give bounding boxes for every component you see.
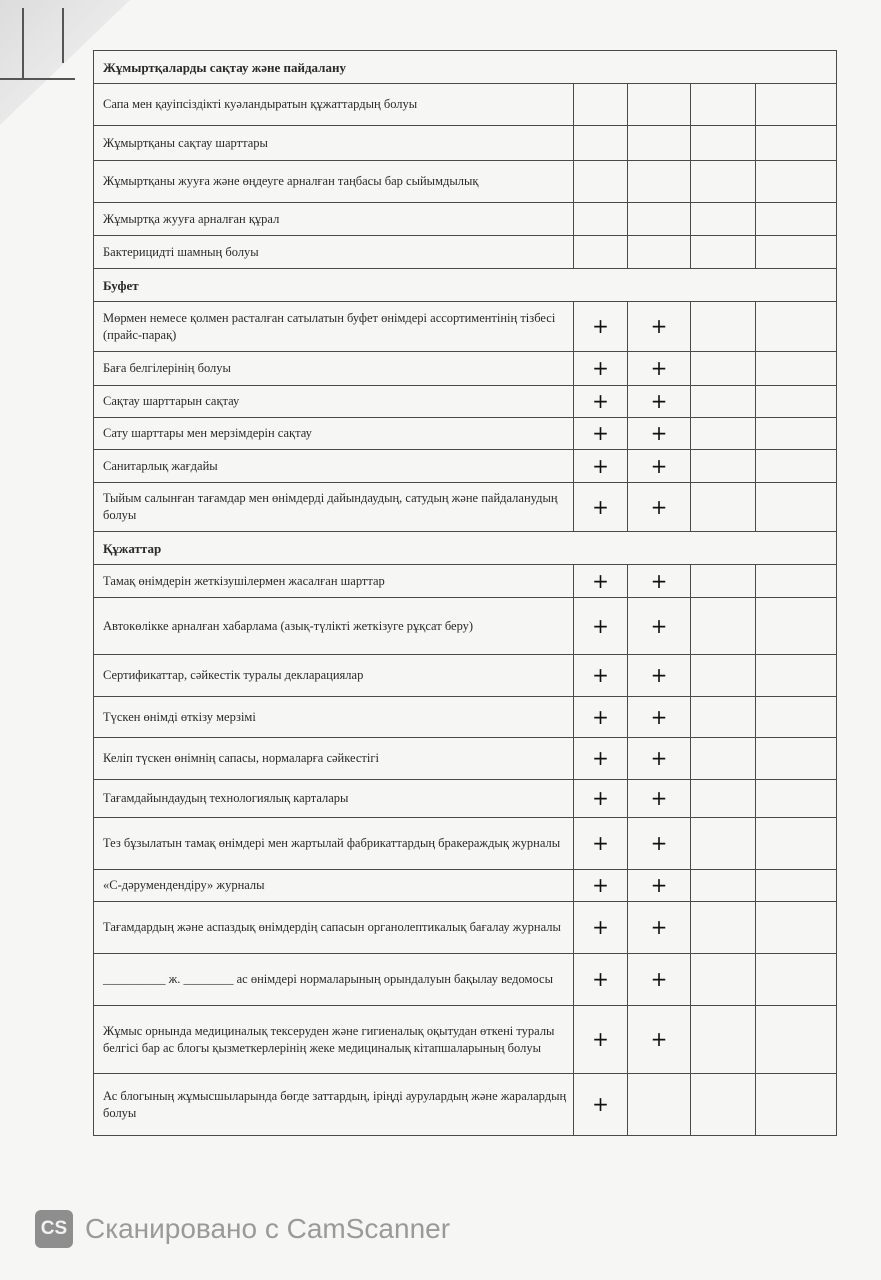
- previous-page-lines: [0, 0, 95, 95]
- checklist-row: [94, 1006, 837, 1074]
- mark-cell-col-4: [756, 818, 837, 870]
- checklist-row: [94, 818, 837, 870]
- mark-cell-col-3: [691, 565, 756, 598]
- checklist-item-label: Тағамдардың және аспаздық өнімдердің сапасын органолептикалық бағалау журналы: [94, 902, 574, 954]
- checklist-sheet: [93, 50, 837, 1136]
- mark-cell-col-3: [691, 450, 756, 483]
- mark-cell-col-4: [756, 1074, 837, 1136]
- checklist-item-label: Мөрмен немесе қолмен расталған сатылатын буфет өнімдері ассортиментінің тізбесі (прайс-парақ): [94, 302, 574, 352]
- checklist-item-label: Жұмыртқаны сақтау шарттары: [94, 126, 574, 161]
- section-title: Жұмыртқаларды сақтау және пайдалану: [94, 51, 837, 84]
- checklist-item-label: Тез бұзылатын тамақ өнімдері мен жартылай фабрикаттардың бракераждық журналы: [94, 818, 574, 870]
- mark-cell-col-1: [574, 84, 628, 126]
- mark-cell-col-3: [691, 818, 756, 870]
- mark-cell-col-1: +: [574, 1074, 628, 1136]
- mark-cell-col-4: [756, 697, 837, 738]
- mark-cell-col-1: +: [574, 655, 628, 697]
- mark-cell-col-1: +: [574, 386, 628, 418]
- mark-cell-col-2: +: [628, 697, 691, 738]
- checklist-row: [94, 203, 837, 236]
- mark-cell-col-2: [628, 84, 691, 126]
- mark-cell-col-1: +: [574, 818, 628, 870]
- mark-cell-col-2: +: [628, 1006, 691, 1074]
- mark-cell-col-4: [756, 84, 837, 126]
- mark-cell-col-3: [691, 236, 756, 269]
- mark-cell-col-3: [691, 780, 756, 818]
- mark-cell-col-4: [756, 450, 837, 483]
- checklist-row: [94, 598, 837, 655]
- mark-cell-col-1: [574, 161, 628, 203]
- mark-cell-col-2: +: [628, 780, 691, 818]
- mark-cell-col-3: [691, 1006, 756, 1074]
- checklist-item-label: Автокөлікке арналған хабарлама (азық-түлікті жеткізуге рұқсат беру): [94, 598, 574, 655]
- camscanner-watermark: [35, 1210, 450, 1248]
- mark-cell-col-2: +: [628, 483, 691, 532]
- checklist-item-label: Жұмыртқа жууға арналған құрал: [94, 203, 574, 236]
- checklist-item-label: «С-дәрумендендіру» журналы: [94, 870, 574, 902]
- mark-cell-col-4: [756, 126, 837, 161]
- mark-cell-col-2: +: [628, 870, 691, 902]
- checklist-item-label: Келіп түскен өнімнің сапасы, нормаларға сәйкестігі: [94, 738, 574, 780]
- checklist-item-label: Тамақ өнімдерін жеткізушілермен жасалған шарттар: [94, 565, 574, 598]
- checklist-row: [94, 1074, 837, 1136]
- checklist-row: [94, 418, 837, 450]
- checklist-row: [94, 697, 837, 738]
- checklist-table: [93, 50, 837, 1136]
- mark-cell-col-1: [574, 126, 628, 161]
- mark-cell-col-2: +: [628, 386, 691, 418]
- mark-cell-col-1: +: [574, 697, 628, 738]
- section-header-row: [94, 51, 837, 84]
- mark-cell-col-2: +: [628, 738, 691, 780]
- mark-cell-col-1: +: [574, 598, 628, 655]
- checklist-item-label: Бактерицидті шамның болуы: [94, 236, 574, 269]
- checklist-item-label: Тыйым салынған тағамдар мен өнімдерді дайындаудың, сатудың және пайдаланудың болуы: [94, 483, 574, 532]
- mark-cell-col-3: [691, 655, 756, 697]
- mark-cell-col-2: +: [628, 818, 691, 870]
- mark-cell-col-3: [691, 352, 756, 386]
- checklist-item-label: __________ ж. ________ ас өнімдері нормаларының орындалуын бақылау ведомосы: [94, 954, 574, 1006]
- checklist-row: [94, 483, 837, 532]
- checklist-item-label: Сақтау шарттарын сақтау: [94, 386, 574, 418]
- mark-cell-col-2: [628, 1074, 691, 1136]
- checklist-item-label: Сапа мен қауіпсіздікті куәландыратын құжаттардың болуы: [94, 84, 574, 126]
- checklist-row: [94, 126, 837, 161]
- checklist-item-label: Ас блогының жұмысшыларында бөгде заттардың, іріңді аурулардың және жаралардың болуы: [94, 1074, 574, 1136]
- section-title: Құжаттар: [94, 532, 837, 565]
- mark-cell-col-1: +: [574, 1006, 628, 1074]
- mark-cell-col-4: [756, 598, 837, 655]
- mark-cell-col-2: +: [628, 302, 691, 352]
- mark-cell-col-3: [691, 870, 756, 902]
- mark-cell-col-3: [691, 84, 756, 126]
- mark-cell-col-2: +: [628, 565, 691, 598]
- mark-cell-col-1: [574, 203, 628, 236]
- mark-cell-col-1: +: [574, 738, 628, 780]
- mark-cell-col-3: [691, 203, 756, 236]
- mark-cell-col-2: +: [628, 954, 691, 1006]
- mark-cell-col-2: [628, 236, 691, 269]
- mark-cell-col-4: [756, 780, 837, 818]
- mark-cell-col-2: +: [628, 450, 691, 483]
- mark-cell-col-4: [756, 902, 837, 954]
- section-header-row: [94, 269, 837, 302]
- checklist-row: [94, 84, 837, 126]
- mark-cell-col-3: [691, 954, 756, 1006]
- mark-cell-col-4: [756, 352, 837, 386]
- mark-cell-col-2: +: [628, 902, 691, 954]
- checklist-item-label: Жұмыс орнында медициналық тексеруден және гигиеналық оқытудан өткені туралы белгісі бар ас блогы қызметкерлерінің жеке медициналық кітапшаларының болуы: [94, 1006, 574, 1074]
- mark-cell-col-1: +: [574, 418, 628, 450]
- mark-cell-col-3: [691, 302, 756, 352]
- checklist-row: [94, 352, 837, 386]
- mark-cell-col-3: [691, 598, 756, 655]
- checklist-row: [94, 450, 837, 483]
- mark-cell-col-4: [756, 161, 837, 203]
- checklist-item-label: Тағамдайындаудың технологиялық карталары: [94, 780, 574, 818]
- mark-cell-col-1: +: [574, 565, 628, 598]
- camscanner-logo: CS: [35, 1210, 73, 1248]
- mark-cell-col-4: [756, 418, 837, 450]
- checklist-item-label: Жұмыртқаны жууға және өңдеуге арналған таңбасы бар сыйымдылық: [94, 161, 574, 203]
- checklist-row: [94, 954, 837, 1006]
- checklist-row: [94, 902, 837, 954]
- checklist-row: [94, 780, 837, 818]
- checklist-row: [94, 870, 837, 902]
- mark-cell-col-4: [756, 870, 837, 902]
- checklist-row: [94, 738, 837, 780]
- checklist-row: [94, 161, 837, 203]
- checklist-item-label: Баға белгілерінің болуы: [94, 352, 574, 386]
- mark-cell-col-1: [574, 236, 628, 269]
- mark-cell-col-2: [628, 203, 691, 236]
- mark-cell-col-3: [691, 902, 756, 954]
- mark-cell-col-1: +: [574, 902, 628, 954]
- checklist-item-label: Сату шарттары мен мерзімдерін сақтау: [94, 418, 574, 450]
- mark-cell-col-1: +: [574, 302, 628, 352]
- mark-cell-col-1: +: [574, 483, 628, 532]
- mark-cell-col-3: [691, 1074, 756, 1136]
- mark-cell-col-3: [691, 697, 756, 738]
- checklist-item-label: Түскен өнімді өткізу мерзімі: [94, 697, 574, 738]
- mark-cell-col-2: +: [628, 598, 691, 655]
- mark-cell-col-3: [691, 738, 756, 780]
- mark-cell-col-1: +: [574, 870, 628, 902]
- mark-cell-col-1: +: [574, 352, 628, 386]
- mark-cell-col-1: +: [574, 450, 628, 483]
- mark-cell-col-4: [756, 386, 837, 418]
- checklist-row: [94, 302, 837, 352]
- checklist-row: [94, 565, 837, 598]
- checklist-item-label: Сертификаттар, сәйкестік туралы декларациялар: [94, 655, 574, 697]
- section-header-row: [94, 532, 837, 565]
- checklist-row: [94, 236, 837, 269]
- mark-cell-col-4: [756, 302, 837, 352]
- mark-cell-col-3: [691, 161, 756, 203]
- mark-cell-col-3: [691, 418, 756, 450]
- section-title: Буфет: [94, 269, 837, 302]
- mark-cell-col-4: [756, 236, 837, 269]
- mark-cell-col-4: [756, 483, 837, 532]
- mark-cell-col-2: [628, 161, 691, 203]
- mark-cell-col-2: +: [628, 352, 691, 386]
- mark-cell-col-2: +: [628, 418, 691, 450]
- checklist-item-label: Санитарлық жағдайы: [94, 450, 574, 483]
- checklist-row: [94, 386, 837, 418]
- mark-cell-col-2: +: [628, 655, 691, 697]
- mark-cell-col-4: [756, 738, 837, 780]
- mark-cell-col-1: +: [574, 780, 628, 818]
- mark-cell-col-1: +: [574, 954, 628, 1006]
- camscanner-text: Сканировано с CamScanner: [85, 1213, 451, 1244]
- mark-cell-col-4: [756, 655, 837, 697]
- mark-cell-col-4: [756, 1006, 837, 1074]
- mark-cell-col-4: [756, 954, 837, 1006]
- mark-cell-col-3: [691, 126, 756, 161]
- mark-cell-col-4: [756, 203, 837, 236]
- mark-cell-col-3: [691, 386, 756, 418]
- mark-cell-col-4: [756, 565, 837, 598]
- mark-cell-col-2: [628, 126, 691, 161]
- mark-cell-col-3: [691, 483, 756, 532]
- checklist-row: [94, 655, 837, 697]
